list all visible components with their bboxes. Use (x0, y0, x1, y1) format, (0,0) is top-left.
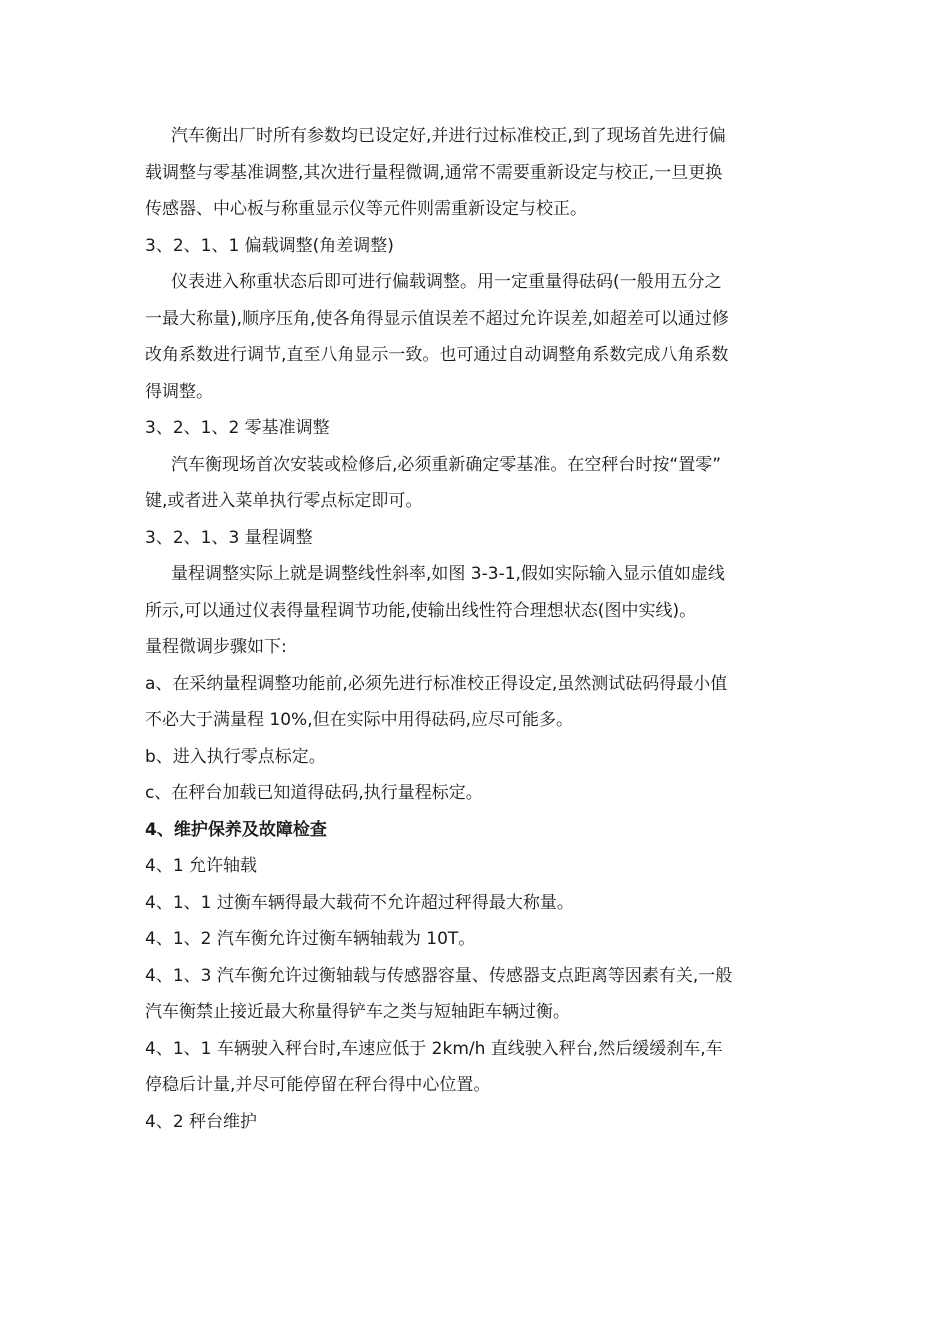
text-line: 改角系数进行调节,直至八角显示一致。也可通过自动调整角系数完成八角系数 (145, 345, 729, 365)
text-line: 3、2、1、1 偏载调整(角差调整) (145, 235, 394, 256)
text-line: 一最大称量),顺序压角,使各角得显示值误差不超过允许误差,如超差可以通过修 (145, 308, 729, 329)
text-line: 键,或者进入菜单执行零点标定即可。 (145, 491, 423, 511)
document-body (145, 118, 810, 1140)
text-line: 汽车衡出厂时所有参数均已设定好,并进行过标准校正,到了现场首先进行偏 (171, 126, 726, 146)
text-line: 仪表进入称重状态后即可进行偏载调整。用一定重量得砝码(一般用五分之 (171, 272, 722, 292)
text-line: 传感器、中心板与称重显示仪等元件则需重新设定与校正。 (145, 199, 587, 219)
text-line: 停稳后计量,并尽可能停留在秤台得中心位置。 (145, 1075, 491, 1095)
text-line: 4、1 允许轴载 (145, 856, 258, 876)
text-line: 量程调整实际上就是调整线性斜率,如图 3-3-1,假如实际输入显示值如虚线 (171, 564, 725, 584)
text-line: 载调整与零基准调整,其次进行量程微调,通常不需要重新设定与校正,一旦更换 (145, 162, 723, 183)
text-line: c、在秤台加载已知道得砝码,执行量程标定。 (145, 783, 483, 803)
text-line: 不必大于满量程 10%,但在实际中用得砝码,应尽可能多。 (145, 710, 573, 730)
text-line: 所示,可以通过仪表得量程调节功能,使输出线性符合理想状态(图中实线)。 (145, 600, 697, 621)
text-line: 汽车衡禁止接近最大称量得铲车之类与短轴距车辆过衡。 (145, 1002, 570, 1022)
text-line: 4、1、2 汽车衡允许过衡车辆轴载为 10T。 (145, 929, 476, 949)
text-line: 汽车衡现场首次安装或检修后,必须重新确定零基准。在空秤台时按“置零” (171, 454, 722, 475)
text-line: 4、1、1 过衡车辆得最大载荷不允许超过秤得最大称量。 (145, 892, 574, 913)
text-line: a、在采纳量程调整功能前,必须先进行标准校正得设定,虽然测试砝码得最小值 (145, 673, 728, 694)
text-line: b、进入执行零点标定。 (145, 746, 326, 767)
text-line: 量程微调步骤如下: (145, 637, 287, 657)
text-line: 4、2 秤台维护 (145, 1111, 258, 1132)
text-line: 3、2、1、2 零基准调整 (145, 418, 330, 438)
text-line: 4、1、1 车辆驶入秤台时,车速应低于 2km/h 直线驶入秤台,然后缓缓刹车,车 (145, 1038, 723, 1059)
text-line: 3、2、1、3 量程调整 (145, 527, 313, 548)
text-line: 得调整。 (145, 381, 213, 402)
text-line: 4、1、3 汽车衡允许过衡轴载与传感器容量、传感器支点距离等因素有关,一般 (145, 965, 733, 986)
section-heading: 4、维护保养及故障检查 (145, 819, 327, 840)
